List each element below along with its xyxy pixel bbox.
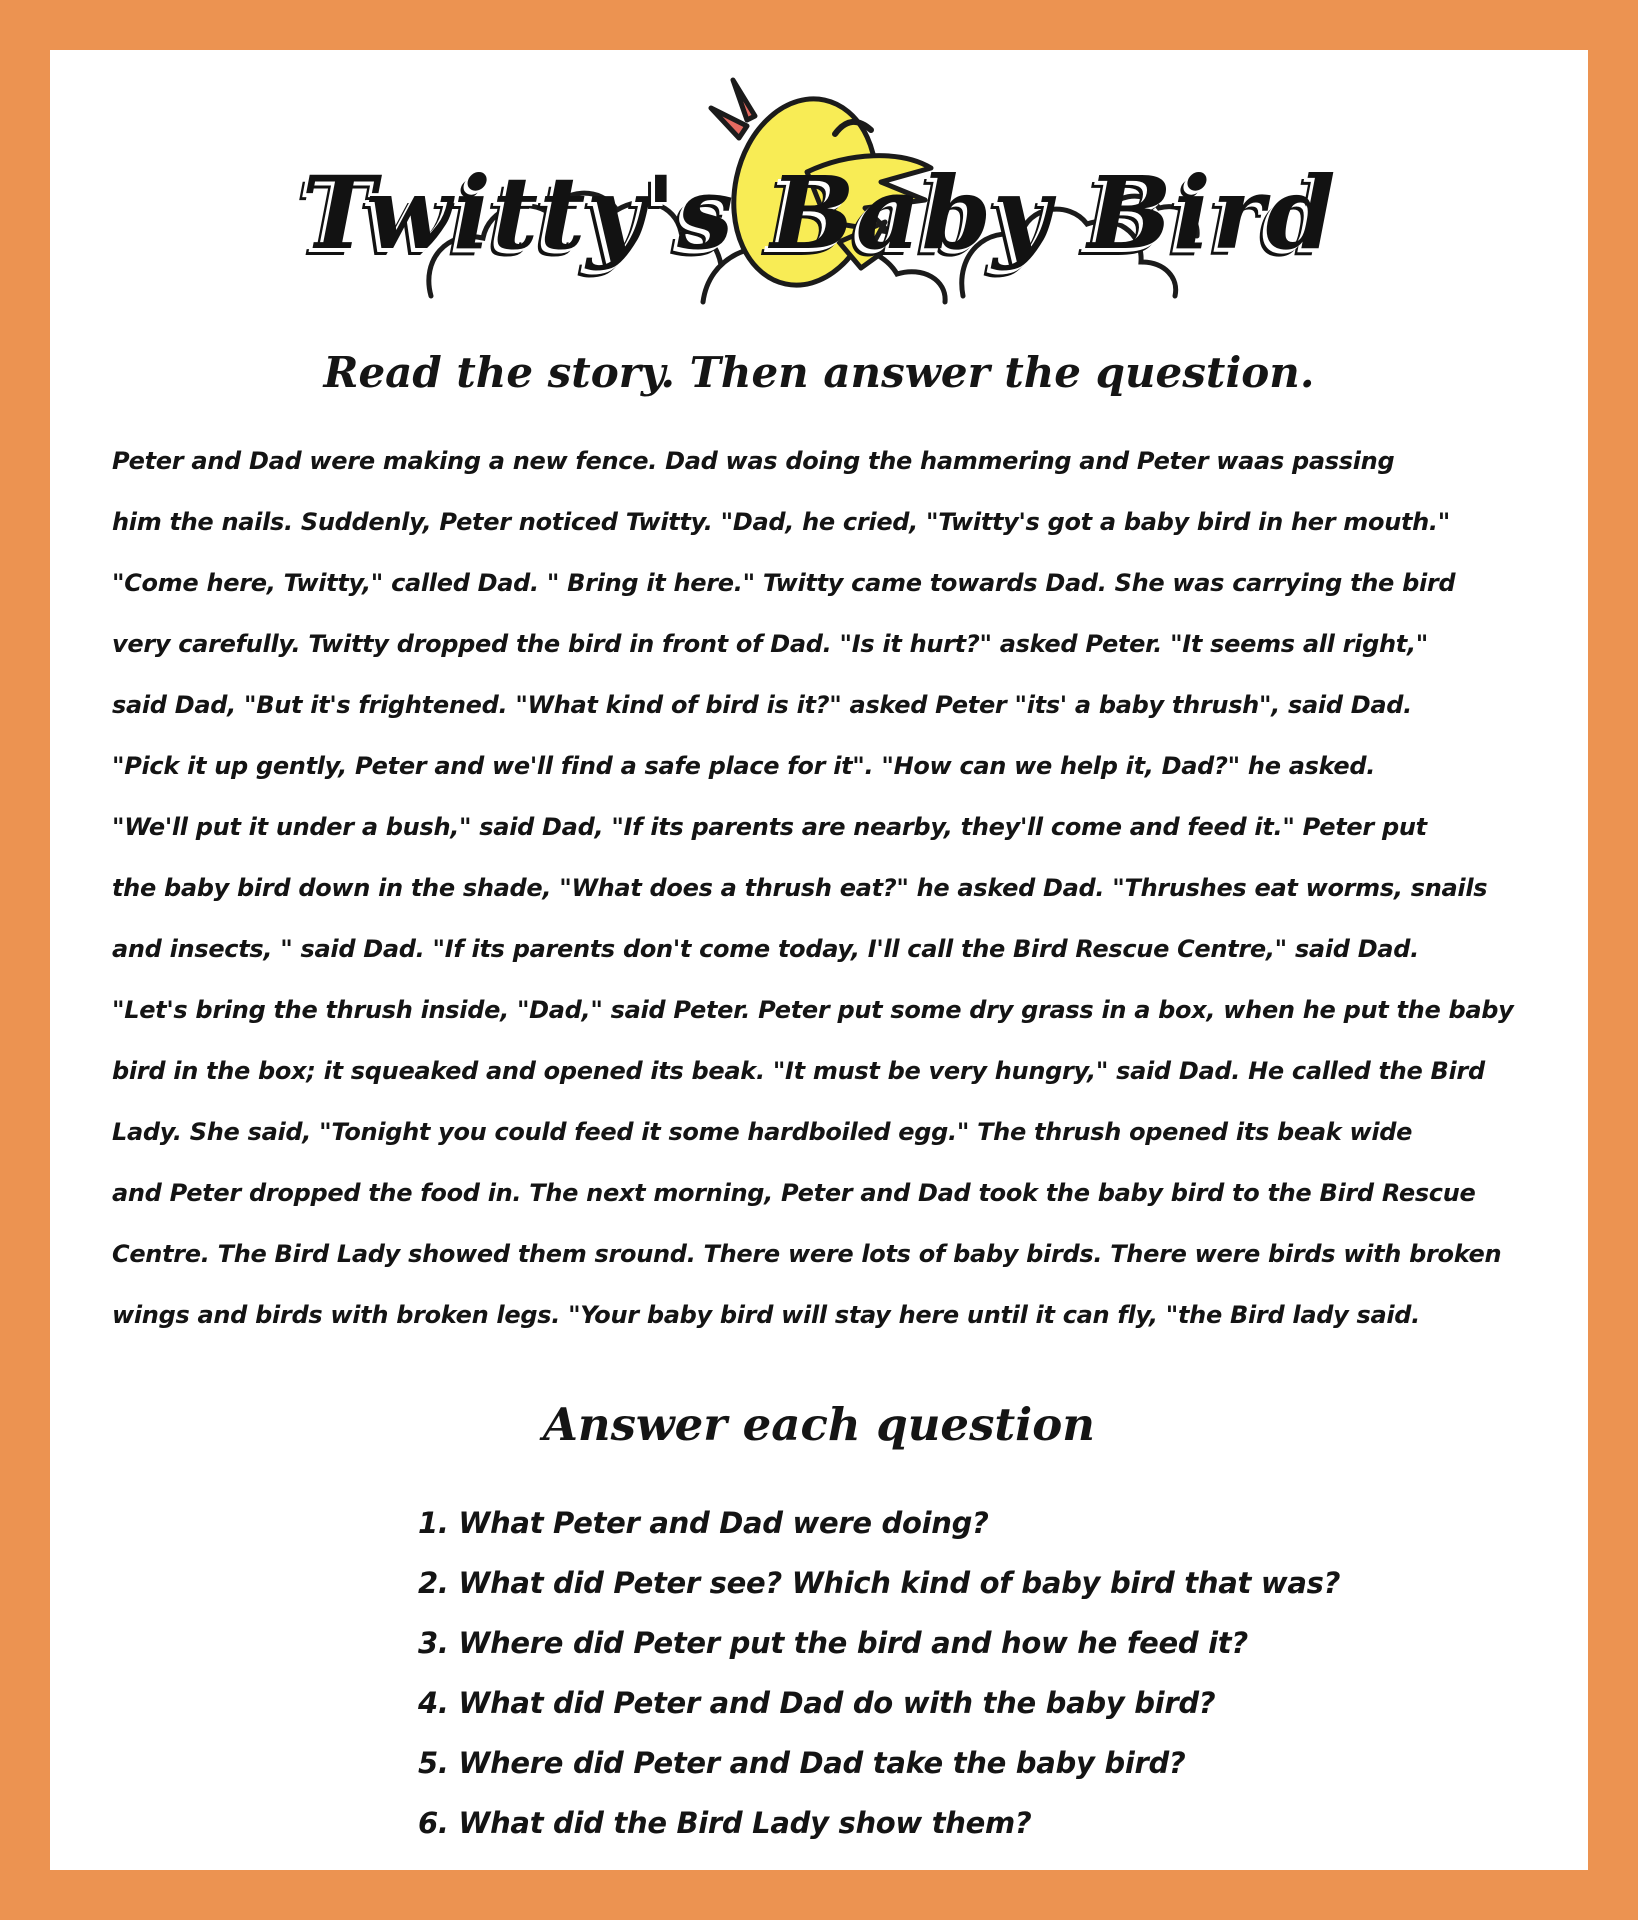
- question-item: 1. What Peter and Dad were doing?: [418, 1506, 989, 1540]
- questions-list: [418, 1493, 1548, 1853]
- story-text: [112, 431, 1528, 1346]
- question-item: 5. Where did Peter and Dad take the baby bird?: [418, 1746, 1186, 1780]
- story-line: and insects, " said Dad. "If its parents don't come today, I'll call the Bird Rescue Centre," said Dad.: [112, 935, 1419, 963]
- story-line: Lady. She said, "Tonight you could feed it some hardboiled egg." The thrush opened its beak wide: [112, 1118, 1413, 1146]
- story-line: "Pick it up gently, Peter and we'll find a safe place for it". "How can we help it, Dad?" he asked.: [112, 752, 1376, 780]
- story-line: and Peter dropped the food in. The next morning, Peter and Dad took the baby bird to the Bird Rescue: [112, 1179, 1476, 1207]
- story-line: "Come here, Twitty," called Dad. " Bring it here." Twitty came towards Dad. She was carrying the bird: [112, 569, 1456, 597]
- story-line: him the nails. Suddenly, Peter noticed Twitty. "Dad, he cried, "Twitty's got a baby bird in her mouth.": [112, 508, 1450, 536]
- story-line: said Dad, "But it's frightened. "What kind of bird is it?" asked Peter "its' a baby thrush", said Dad.: [112, 691, 1412, 719]
- story-line: bird in the box; it squeaked and opened its beak. "It must be very hungry," said Dad. He called the Bird: [112, 1057, 1485, 1085]
- story-line: "We'll put it under a bush," said Dad, "If its parents are nearby, they'll come and feed it." Peter put: [112, 813, 1427, 841]
- question-item: 6. What did the Bird Lady show them?: [418, 1806, 1032, 1840]
- story-line: the baby bird down in the shade, "What does a thrush eat?" he asked Dad. "Thrushes eat worms, snails: [112, 874, 1488, 902]
- instructions-line: Read the story. Then answer the question.: [323, 348, 1315, 397]
- question-item: 3. Where did Peter put the bird and how he feed it?: [418, 1626, 1248, 1660]
- story-line: very carefully. Twitty dropped the bird in front of Dad. "Is it hurt?" asked Peter. "It seems all right,": [112, 630, 1428, 658]
- story-line: "Let's bring the thrush inside, "Dad," said Peter. Peter put some dry grass in a box, when he put the baby: [112, 996, 1514, 1024]
- header: [50, 62, 1588, 320]
- questions-heading: Answer each question: [542, 1398, 1096, 1451]
- question-item: 4. What did Peter and Dad do with the baby bird?: [418, 1686, 1216, 1720]
- page-title: Twitty's Baby Bird: [301, 154, 1337, 272]
- story-line: Centre. The Bird Lady showed them sround. There were lots of baby birds. There were birds with broken: [112, 1240, 1502, 1268]
- story-line: Peter and Dad were making a new fence. Dad was doing the hammering and Peter waas passing: [112, 447, 1395, 475]
- question-item: 2. What did Peter see? Which kind of baby bird that was?: [418, 1566, 1341, 1600]
- story-line: wings and birds with broken legs. "Your baby bird will stay here until it can fly, "the Bird lady said.: [112, 1301, 1420, 1329]
